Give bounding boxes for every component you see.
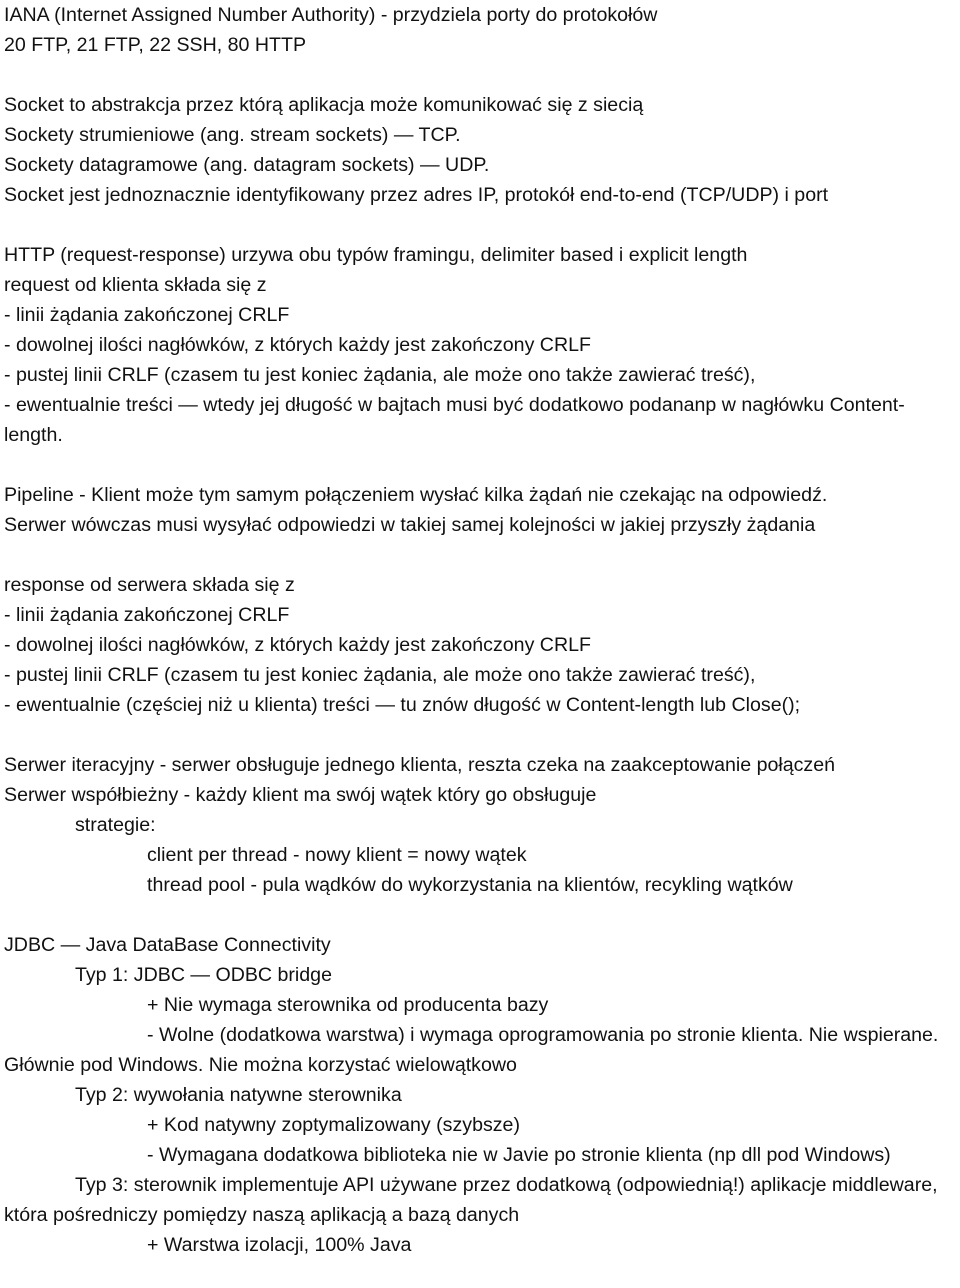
text-line: + Kod natywny zoptymalizowany (szybsze): [147, 1114, 520, 1136]
text-line: JDBC — Java DataBase Connectivity: [4, 934, 331, 956]
text-line: Socket jest jednoznacznie identyfikowany przez adres IP, protokół end-to-end (TCP/UDP) i port: [4, 184, 829, 206]
text-line: - pustej linii CRLF (czasem tu jest koniec żądania, ale może ono także zawierać treść),: [4, 664, 756, 686]
text-line: response od serwera składa się z: [4, 574, 295, 596]
text-line: HTTP (request-response) urzywa obu typów framingu, delimiter based i explicit length: [4, 244, 748, 266]
text-line: - ewentualnie (częściej niż u klienta) treści — tu znów długość w Content-length lub Close();: [4, 694, 801, 716]
text-line: - linii żądania zakończonej CRLF: [4, 604, 290, 626]
text-line: 20 FTP, 21 FTP, 22 SSH, 80 HTTP: [4, 34, 307, 56]
text-line: Serwer wówczas musi wysyłać odpowiedzi w takiej samej kolejności w jakiej przyszły żądania: [4, 514, 816, 536]
text-line: Typ 1: JDBC — ODBC bridge: [75, 964, 332, 986]
text-line: - dowolnej ilości nagłówków, z których każdy jest zakończony CRLF: [4, 634, 591, 656]
blank-line: [4, 900, 958, 930]
text-line: - linii żądania zakończonej CRLF: [4, 304, 290, 326]
blank-line: [4, 720, 958, 750]
text-paragraph: - Wolne (dodatkowa warstwa) i wymaga oprogramowania po stronie klienta. Nie wspierane. Głównie pod Windows. Nie można korzystać wielowątkowo: [4, 1024, 939, 1076]
blank-line: [4, 60, 958, 90]
text-line: Pipeline - Klient może tym samym połączeniem wysłać kilka żądań nie czekając na odpowiedź.: [4, 484, 828, 506]
text-line: Sockety datagramowe (ang. datagram sockets) — UDP.: [4, 154, 490, 176]
document-body: [4, 0, 958, 1260]
text-line: - pustej linii CRLF (czasem tu jest koniec żądania, ale może ono także zawierać treść),: [4, 364, 756, 386]
text-paragraph: Typ 3: sterownik implementuje API używane przez dodatkową (odpowiednią!) aplikacje middleware, która pośredniczy pomiędzy naszą aplikacją a bazą danych: [4, 1174, 938, 1226]
text-line: Socket to abstrakcja przez którą aplikacja może komunikować się z siecią: [4, 94, 644, 116]
text-line: + Warstwa izolacji, 100% Java: [147, 1234, 412, 1256]
text-paragraph: - Wymagana dodatkowa biblioteka nie w Javie po stronie klienta (np dll pod Windows): [147, 1144, 891, 1166]
text-line: Sockety strumieniowe (ang. stream sockets) — TCP.: [4, 124, 461, 146]
text-line: thread pool - pula wądków do wykorzystania na klientów, recykling wątków: [147, 874, 793, 896]
text-paragraph: - ewentualnie treści — wtedy jej długość w bajtach musi być dodatkowo podananp w nagłówku Content-length.: [4, 394, 905, 446]
text-line: Serwer współbieżny - każdy klient ma swój wątek który go obsługuje: [4, 784, 597, 806]
text-line: + Nie wymaga sterownika od producenta bazy: [147, 994, 549, 1016]
text-line: - dowolnej ilości nagłówków, z których każdy jest zakończony CRLF: [4, 334, 591, 356]
text-line: request od klienta składa się z: [4, 274, 267, 296]
blank-line: [4, 450, 958, 480]
blank-line: [4, 540, 958, 570]
text-line: client per thread - nowy klient = nowy wątek: [147, 844, 527, 866]
text-line: Serwer iteracyjny - serwer obsługuje jednego klienta, reszta czeka na zaakceptowanie połączeń: [4, 754, 836, 776]
text-line: Typ 2: wywołania natywne sterownika: [75, 1084, 402, 1106]
text-line: strategie:: [75, 814, 156, 836]
blank-line: [4, 210, 958, 240]
text-line: IANA (Internet Assigned Number Authority) - przydziela porty do protokołów: [4, 4, 658, 26]
